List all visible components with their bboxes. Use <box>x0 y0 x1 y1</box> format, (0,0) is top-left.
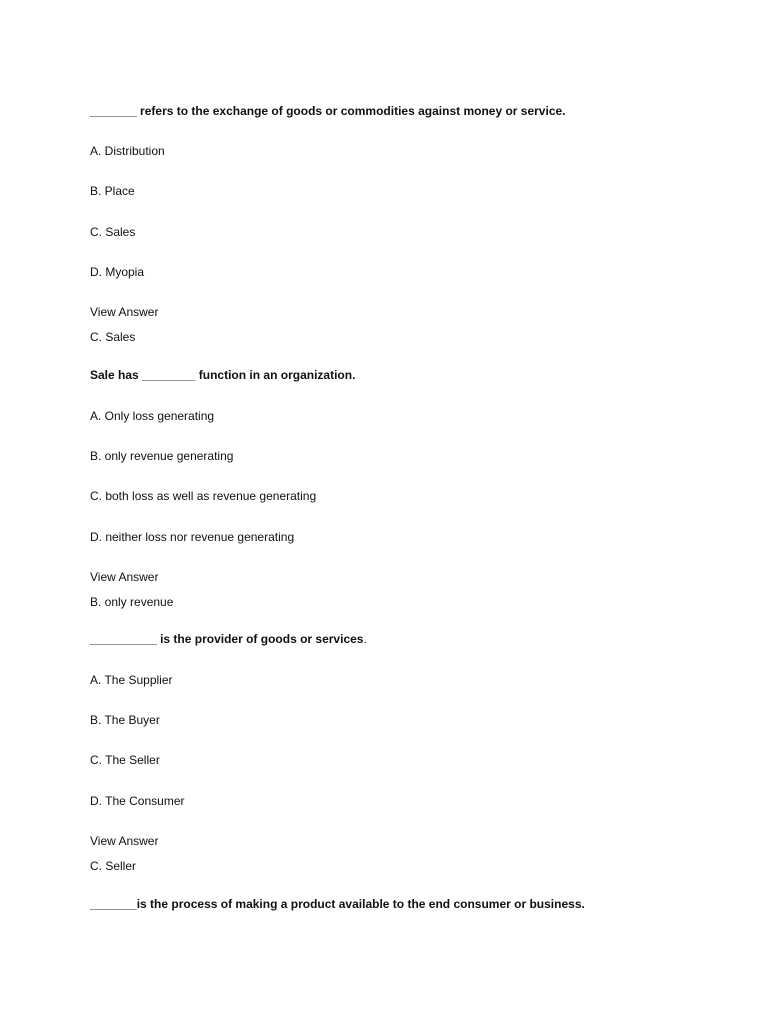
question-1-option-a: A. Distribution <box>90 144 165 158</box>
question-2-option-b: B. only revenue generating <box>90 449 234 463</box>
question-3-option-a: A. The Supplier <box>90 673 173 687</box>
question-3-line <box>90 632 367 646</box>
question-2-option-a: A. Only loss generating <box>90 409 215 423</box>
question-3-option-c: C. The Seller <box>90 753 160 767</box>
question-4-text: _______is the process of making a product available to the end consumer or business. <box>90 897 585 911</box>
question-1-option-b: B. Place <box>90 184 135 198</box>
question-2-text: Sale has ________ function in an organization. <box>90 368 356 382</box>
question-3-text-period: . <box>363 632 367 646</box>
question-3-text: __________ is the provider of goods or services <box>90 632 364 646</box>
question-1-text: _______ refers to the exchange of goods or commodities against money or service. <box>90 104 566 118</box>
question-2-option-c: C. both loss as well as revenue generating <box>90 489 317 503</box>
question-3-answer: C. Seller <box>90 859 137 873</box>
question-3-option-b: B. The Buyer <box>90 713 160 727</box>
question-1-view-answer[interactable]: View Answer <box>90 305 159 319</box>
question-2-view-answer[interactable]: View Answer <box>90 570 159 584</box>
question-1-option-c: C. Sales <box>90 225 136 239</box>
question-3-option-d: D. The Consumer <box>90 794 185 808</box>
question-1-answer: C. Sales <box>90 330 136 344</box>
question-1-option-d: D. Myopia <box>90 265 145 279</box>
question-2-answer: B. only revenue <box>90 595 174 609</box>
question-3-view-answer[interactable]: View Answer <box>90 834 159 848</box>
question-2-option-d: D. neither loss nor revenue generating <box>90 530 295 544</box>
